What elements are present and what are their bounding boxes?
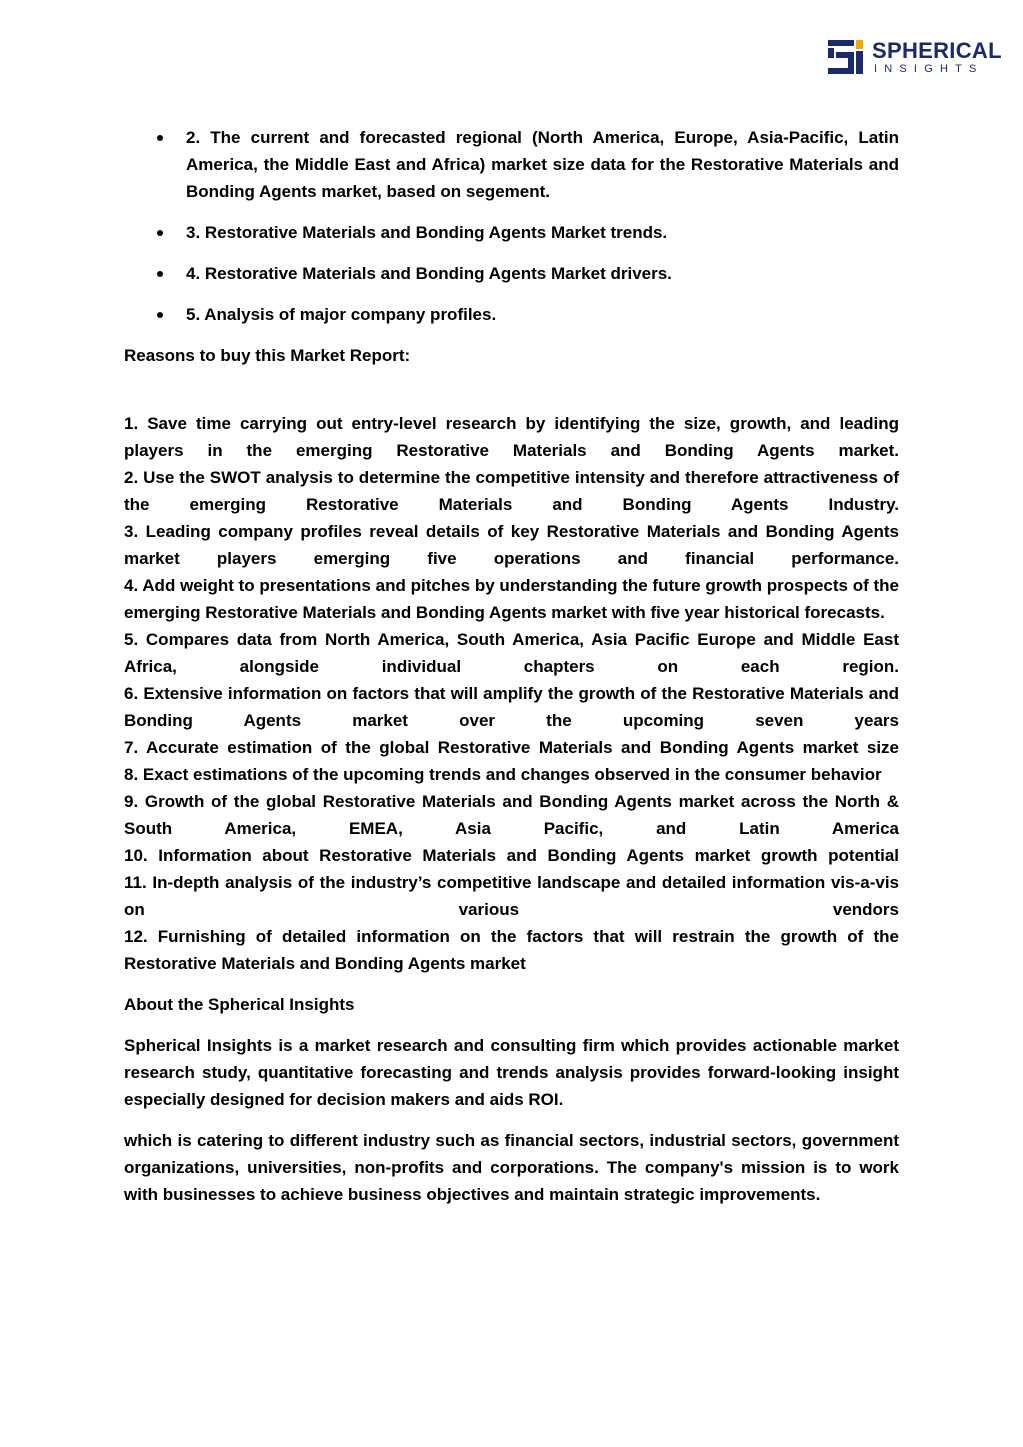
document-body bbox=[124, 124, 899, 1222]
bullet-text: 5. Analysis of major company profiles. bbox=[186, 305, 497, 324]
bullet-text: 4. Restorative Materials and Bonding Agents Market drivers. bbox=[186, 264, 672, 283]
bullet-icon bbox=[157, 312, 163, 318]
logo-name: SPHERICAL bbox=[872, 38, 1002, 63]
logo-mark-icon bbox=[828, 40, 864, 74]
about-paragraph: Spherical Insights is a market research and consulting firm which provides actionable market research study, quantitative forecasting and trends analysis provides forward-looking insight especially designed for decision makers and aids ROI. bbox=[124, 1036, 899, 1109]
bullet-text: 2. The current and forecasted regional (North America, Europe, Asia-Pacific, Latin America, the Middle East and Africa) market size data for the Restorative Materials and Bonding Agents market, based on segement. bbox=[186, 128, 899, 201]
bullet-item bbox=[124, 219, 899, 246]
bullet-list bbox=[124, 124, 899, 328]
bullet-icon bbox=[157, 271, 163, 277]
spherical-insights-logo bbox=[828, 38, 1002, 76]
reason-item: 5. Compares data from North America, South America, Asia Pacific Europe and Middle East Africa, alongside individual chapters on each region. bbox=[124, 630, 899, 676]
reason-item: 8. Exact estimations of the upcoming trends and changes observed in the consumer behavior bbox=[124, 765, 882, 784]
reason-item: 12. Furnishing of detailed information on the factors that will restrain the growth of the Restorative Materials and Bonding Agents market bbox=[124, 927, 899, 973]
reason-item: 3. Leading company profiles reveal details of key Restorative Materials and Bonding Agents market players emerging five operations and financial performance. bbox=[124, 522, 899, 568]
bullet-item bbox=[124, 301, 899, 328]
reason-item: 7. Accurate estimation of the global Restorative Materials and Bonding Agents market size bbox=[124, 738, 899, 757]
bullet-text: 3. Restorative Materials and Bonding Agents Market trends. bbox=[186, 223, 668, 242]
reason-item: 10. Information about Restorative Materials and Bonding Agents market growth potential bbox=[124, 846, 899, 865]
reason-item: 9. Growth of the global Restorative Materials and Bonding Agents market across the North & South America, EMEA, Asia Pacific, and Latin America bbox=[124, 792, 899, 838]
reason-item: 6. Extensive information on factors that will amplify the growth of the Restorative Materials and Bonding Agents market over the upcoming seven years bbox=[124, 684, 899, 730]
reason-item: 2. Use the SWOT analysis to determine the competitive intensity and therefore attractiveness of the emerging Restorative Materials and Bonding Agents Industry. bbox=[124, 468, 899, 514]
bullet-item bbox=[124, 260, 899, 287]
reason-item: 11. In-depth analysis of the industry’s competitive landscape and detailed information vis-a-vis on various vendors bbox=[124, 873, 899, 919]
reasons-list bbox=[124, 410, 899, 977]
bullet-icon bbox=[157, 230, 163, 236]
bullet-item bbox=[124, 124, 899, 205]
about-heading: About the Spherical Insights bbox=[124, 995, 355, 1014]
reasons-heading: Reasons to buy this Market Report: bbox=[124, 346, 411, 365]
bullet-icon bbox=[157, 135, 163, 141]
about-paragraph: which is catering to different industry such as financial sectors, industrial sectors, government organizations, universities, non-profits and corporations. The company's mission is to work with businesses to achieve business objectives and maintain strategic improvements. bbox=[124, 1131, 899, 1204]
logo-subtitle: INSIGHTS bbox=[874, 63, 984, 75]
reason-item: 4. Add weight to presentations and pitches by understanding the future growth prospects of the emerging Restorative Materials and Bonding Agents market with five year historical forecasts. bbox=[124, 576, 899, 622]
reason-item: 1. Save time carrying out entry-level research by identifying the size, growth, and leading players in the emerging Restorative Materials and Bonding Agents market. bbox=[124, 414, 899, 460]
